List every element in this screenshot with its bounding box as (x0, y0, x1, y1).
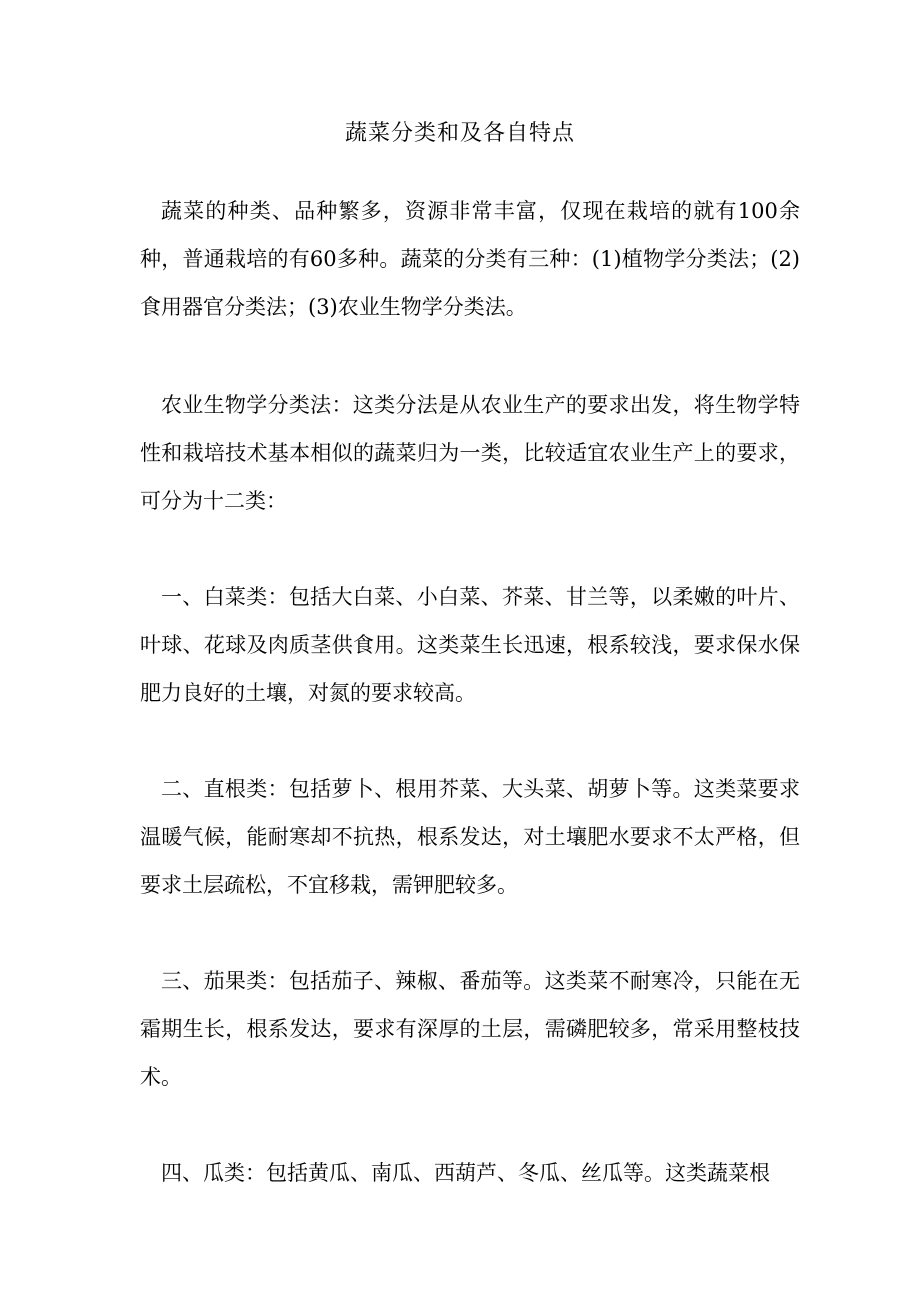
paragraph-intro: 蔬菜的种类、品种繁多，资源非常丰富，仅现在栽培的就有100余种，普通栽培的有60多种。蔬菜的分类有三种：(1)植物学分类法；(2)食用器官分类法；(3)农业生物学分类法。 (140, 199, 800, 319)
paragraph-cabbage-class: 一、白菜类：包括大白菜、小白菜、芥菜、甘兰等，以柔嫩的叶片、叶球、花球及肉质茎供食用。这类菜生长迅速，根系较浅，要求保水保肥力良好的土壤，对氮的要求较高。 (140, 585, 800, 705)
document-title: 蔬菜分类和及各自特点 (344, 121, 575, 146)
paragraph-solanaceous-class: 三、茄果类：包括茄子、辣椒、番茄等。这类菜不耐寒冷，只能在无霜期生长，根系发达，要求有深厚的土层，需磷肥较多，常采用整枝技术。 (140, 969, 800, 1089)
paragraph-melon-class: 四、瓜类：包括黄瓜、南瓜、西葫芦、冬瓜、丝瓜等。这类蔬菜根 (161, 1161, 770, 1185)
paragraph-classification-method: 农业生物学分类法：这类分法是从农业生产的要求出发，将生物学特性和栽培技术基本相似的蔬菜归为一类，比较适宜农业生产上的要求，可分为十二类： (140, 393, 800, 513)
paragraph-root-class: 二、直根类：包括萝卜、根用芥菜、大头菜、胡萝卜等。这类菜要求温暖气候，能耐寒却不抗热，根系发达，对土壤肥水要求不太严格，但要求土层疏松，不宜移栽，需钾肥较多。 (140, 777, 800, 897)
